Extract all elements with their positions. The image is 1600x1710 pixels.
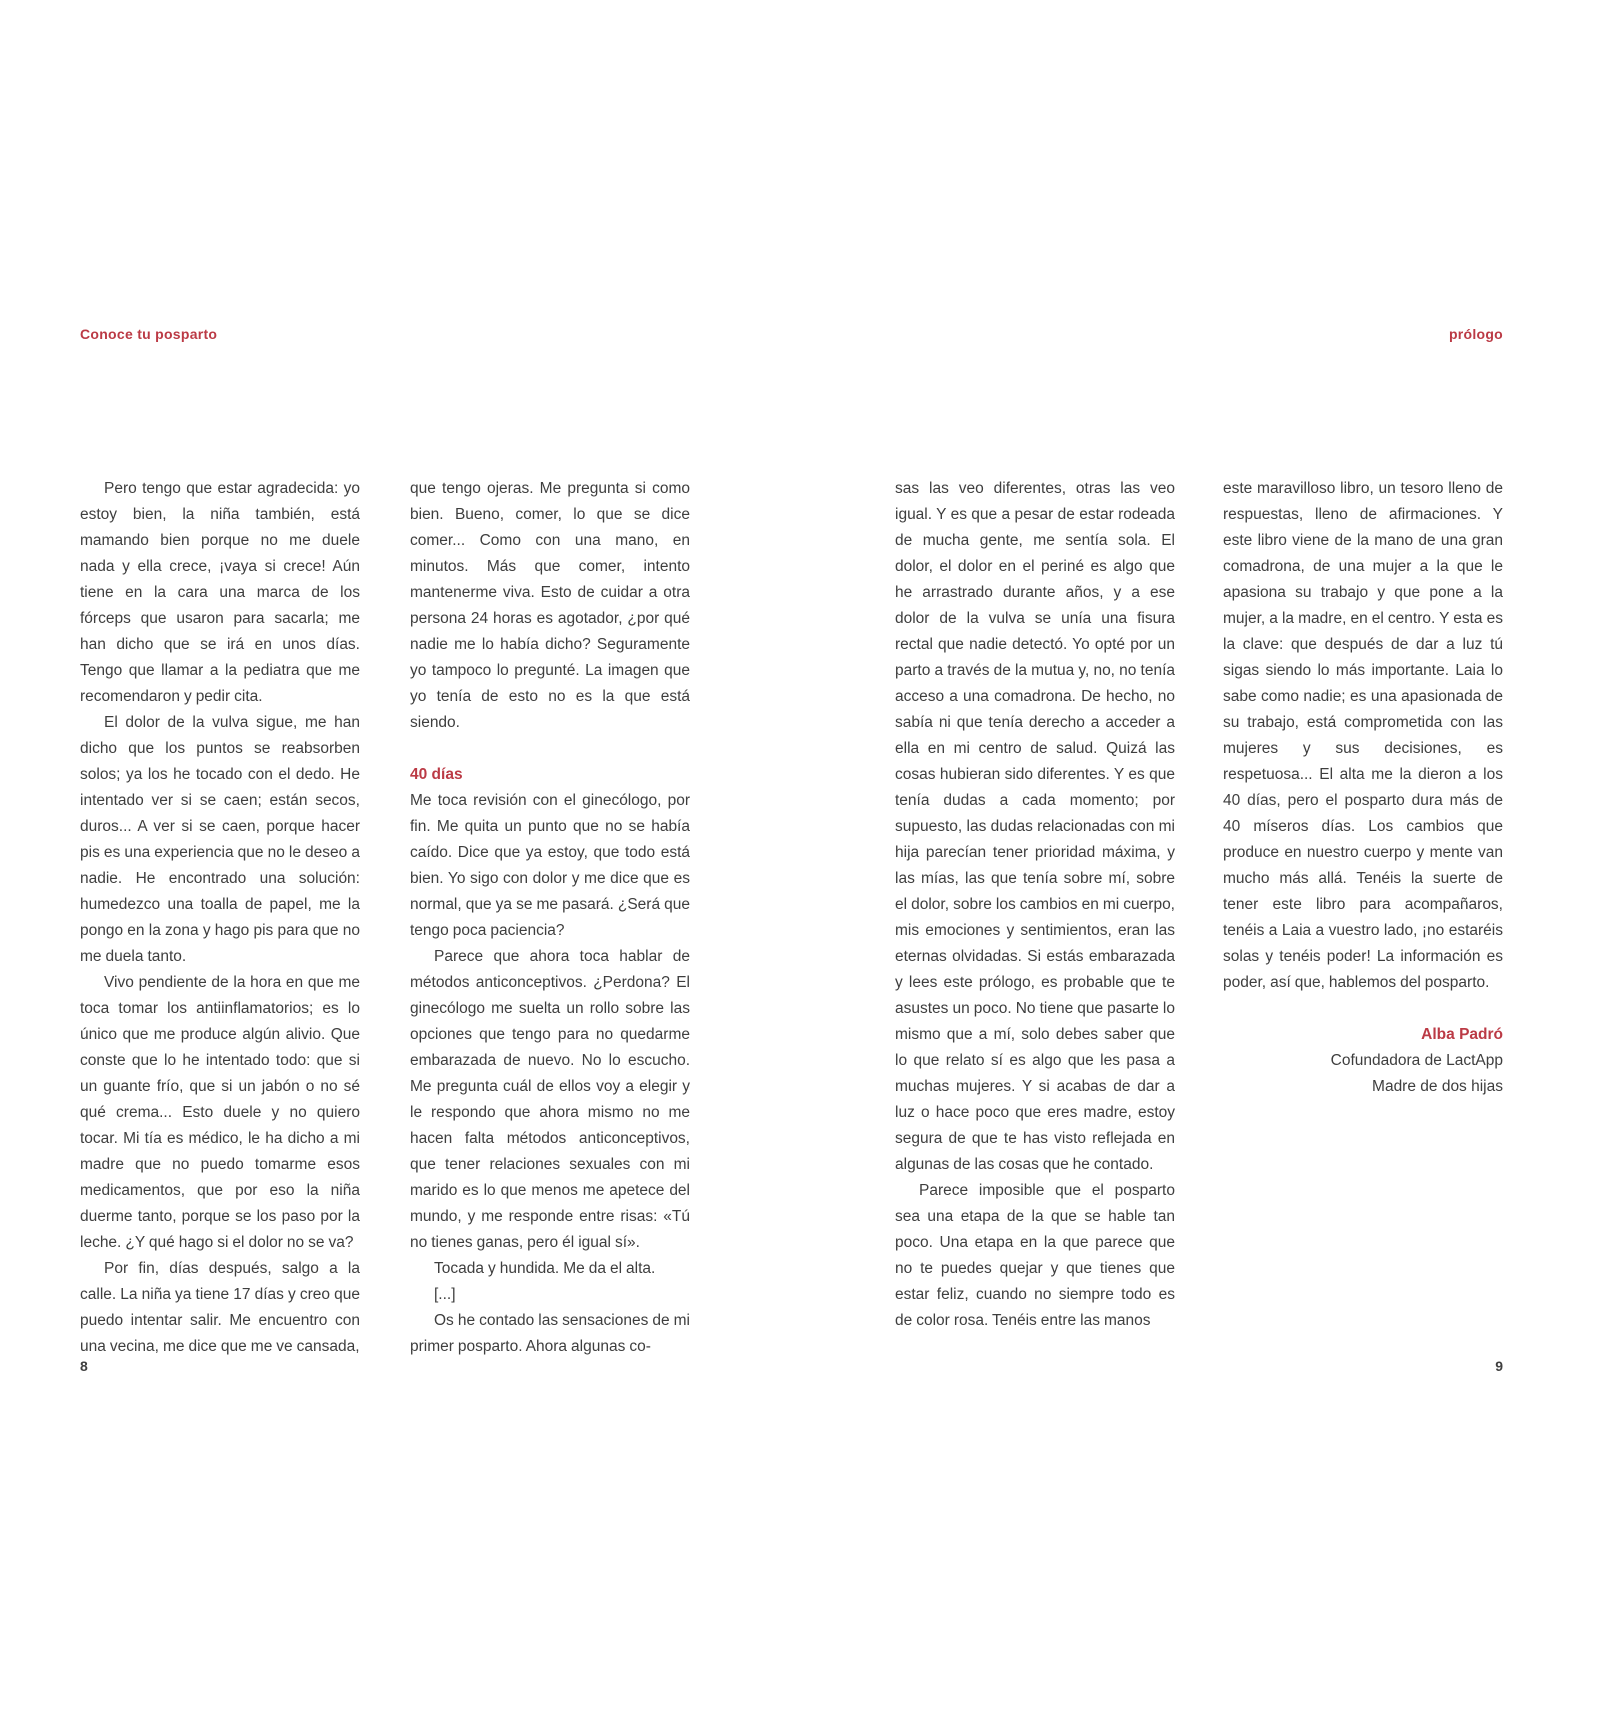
paragraph: este maravilloso libro, un tesoro lleno de respuestas, lleno de afirmaciones. Y este libro viene de la mano de una gran comadrona, de una mujer a la que le apasiona su trabajo y que pone a la mujer, a la madre, en el centro. Y esta es la clave: que después de dar a luz tú sigas siendo lo más importante. Laia lo sabe como nadie; es una apasionada de su trabajo, está comprometida con las mujeres y sus decisiones, es respetuosa... El alta me la dieron a los 40 días, pero el posparto dura más de 40 míseros días. Los cambios que produce en nuestro cuerpo y mente van mucho más allá. Tenéis la suerte de tener este libro para acompañaros, tenéis a Laia a vuestro lado, ¡no estaréis solas y tenéis poder! La información es poder, así que, hablemos del posparto.	[1223, 480, 1503, 991]
running-header-right: prólogo	[1448, 326, 1503, 342]
paragraph: sas las veo diferentes, otras las veo igual. Y es que a pesar de estar rodeada de mucha gente, me sentía sola. El dolor, el dolor en el periné es algo que he arrastrado durante años, y a ese dolor de la vulva se unía una fisura rectal que nadie detectó. Yo opté por un parto a través de la mutua y, no, no tenía acceso a una comadrona. De hecho, no sabía ni que tenía derecho a acceder a ella en mi centro de salud. Quizá las cosas hubieran sido diferentes. Y es que tenía dudas a cada momento; por supuesto, las dudas relacionadas con mi hija parecían tener prioridad máxima, y las mías, las que tenía sobre mí, sobre el dolor, sobre los cambios en mi cuerpo, mis emociones y sentimientos, eran las eternas olvidadas. Si estás embarazada y lees este prólogo, es probable que te asustes un poco. No tiene que pasarte lo mismo que a mí, solo debes saber que lo que relato sí es algo que les pasa a muchas mujeres. Y si acabas de dar a luz o hace poco que eres madre, estoy segura de que te has visto reflejada en algunas de las cosas que he contado.	[895, 480, 1175, 1173]
right-page-column-1	[895, 476, 1175, 1334]
paragraph: que tengo ojeras. Me pregunta si como bien. Bueno, comer, lo que se dice comer... Como con una mano, en minutos. Más que comer, intento mantenerme viva. Esto de cuidar a otra persona 24 horas es agotador, ¿por qué nadie me lo había dicho? Seguramente yo tampoco lo pregunté. La imagen que yo tenía de esto no es la que está siendo.	[410, 480, 690, 731]
paragraph: Parece que ahora toca hablar de métodos anticonceptivos. ¿Perdona? El ginecólogo me suelta un rollo sobre las opciones que tengo para no quedarme embarazada de nuevo. No lo escucho. Me pregunta cuál de ellos voy a elegir y le respondo que ahora mismo no me hacen falta métodos anticonceptivos, que tener relaciones sexuales con mi marido es lo que menos me apetece del mundo, y me responde entre risas: «Tú no tienes ganas, pero él igual sí».	[410, 948, 690, 1251]
page-number-left: 8	[80, 1358, 88, 1374]
section-heading-40-dias: 40 días	[410, 766, 463, 783]
ellipsis-marker: [...]	[434, 1286, 456, 1303]
paragraph: Pero tengo que estar agradecida: yo estoy bien, la niña también, está mamando bien porque no me duele nada y ella crece, ¡vaya si crece! Aún tiene en la cara una marca de los fórceps que usaron para sacarla; me han dicho que se irá en unos días. Tengo que llamar a la pediatra que me recomendaron y pedir cita.	[80, 480, 360, 705]
paragraph: Tocada y hundida. Me da el alta.	[434, 1260, 656, 1277]
paragraph: Me toca revisión con el ginecólogo, por fin. Me quita un punto que no se había caído. Dice que ya estoy, que todo está bien. Yo sigo con dolor y me dice que es normal, que ya se me pasará. ¿Será que tengo poca paciencia?	[410, 792, 690, 939]
paragraph: Os he contado las sensaciones de mi primer posparto. Ahora algunas co-	[410, 1312, 690, 1355]
page-number-right: 9	[1495, 1358, 1503, 1374]
paragraph: El dolor de la vulva sigue, me han dicho que los puntos se reabsorben solos; ya los he tocado con el dedo. He intentado ver si se caen; están secos, duros... A ver si se caen, porque hacer pis es una experiencia que no le deseo a nadie. He encontrado una solución: humedezco una toalla de papel, me la pongo en la zona y hago pis para que no me duela tanto.	[80, 714, 360, 965]
signature-block	[1223, 1022, 1503, 1100]
paragraph: Parece imposible que el posparto sea una etapa de la que se hable tan poco. Una etapa en la que parece que no te puedes quejar y que tienes que estar feliz, cuando no siempre todo es de color rosa. Tenéis entre las manos	[895, 1182, 1175, 1329]
left-page-column-2	[410, 476, 690, 1360]
paragraph: Vivo pendiente de la hora en que me toca tomar los antiinflamatorios; es lo único que me produce algún alivio. Que conste que lo he intentado todo: que si un guante frío, que si un jabón o no sé qué crema... Esto duele y no quiero tocar. Mi tía es médico, le ha dicho a mi madre que no puedo tomarme esos medicamentos, que por eso la niña duerme tanto, porque se los paso por la leche. ¿Y qué hago si el dolor no se va?	[80, 974, 360, 1251]
left-page-column-1	[80, 476, 360, 1360]
author-role: Cofundadora de LactApp	[1330, 1052, 1503, 1069]
author-name: Alba Padró	[1421, 1026, 1503, 1043]
running-header-left: Conoce tu posparto	[80, 326, 218, 342]
author-note: Madre de dos hijas	[1372, 1078, 1503, 1095]
paragraph: Por fin, días después, salgo a la calle. La niña ya tiene 17 días y creo que puedo intentar salir. Me encuentro con una vecina, me dice que me ve cansada,	[80, 1260, 360, 1355]
right-page-column-2	[1223, 476, 1503, 1100]
